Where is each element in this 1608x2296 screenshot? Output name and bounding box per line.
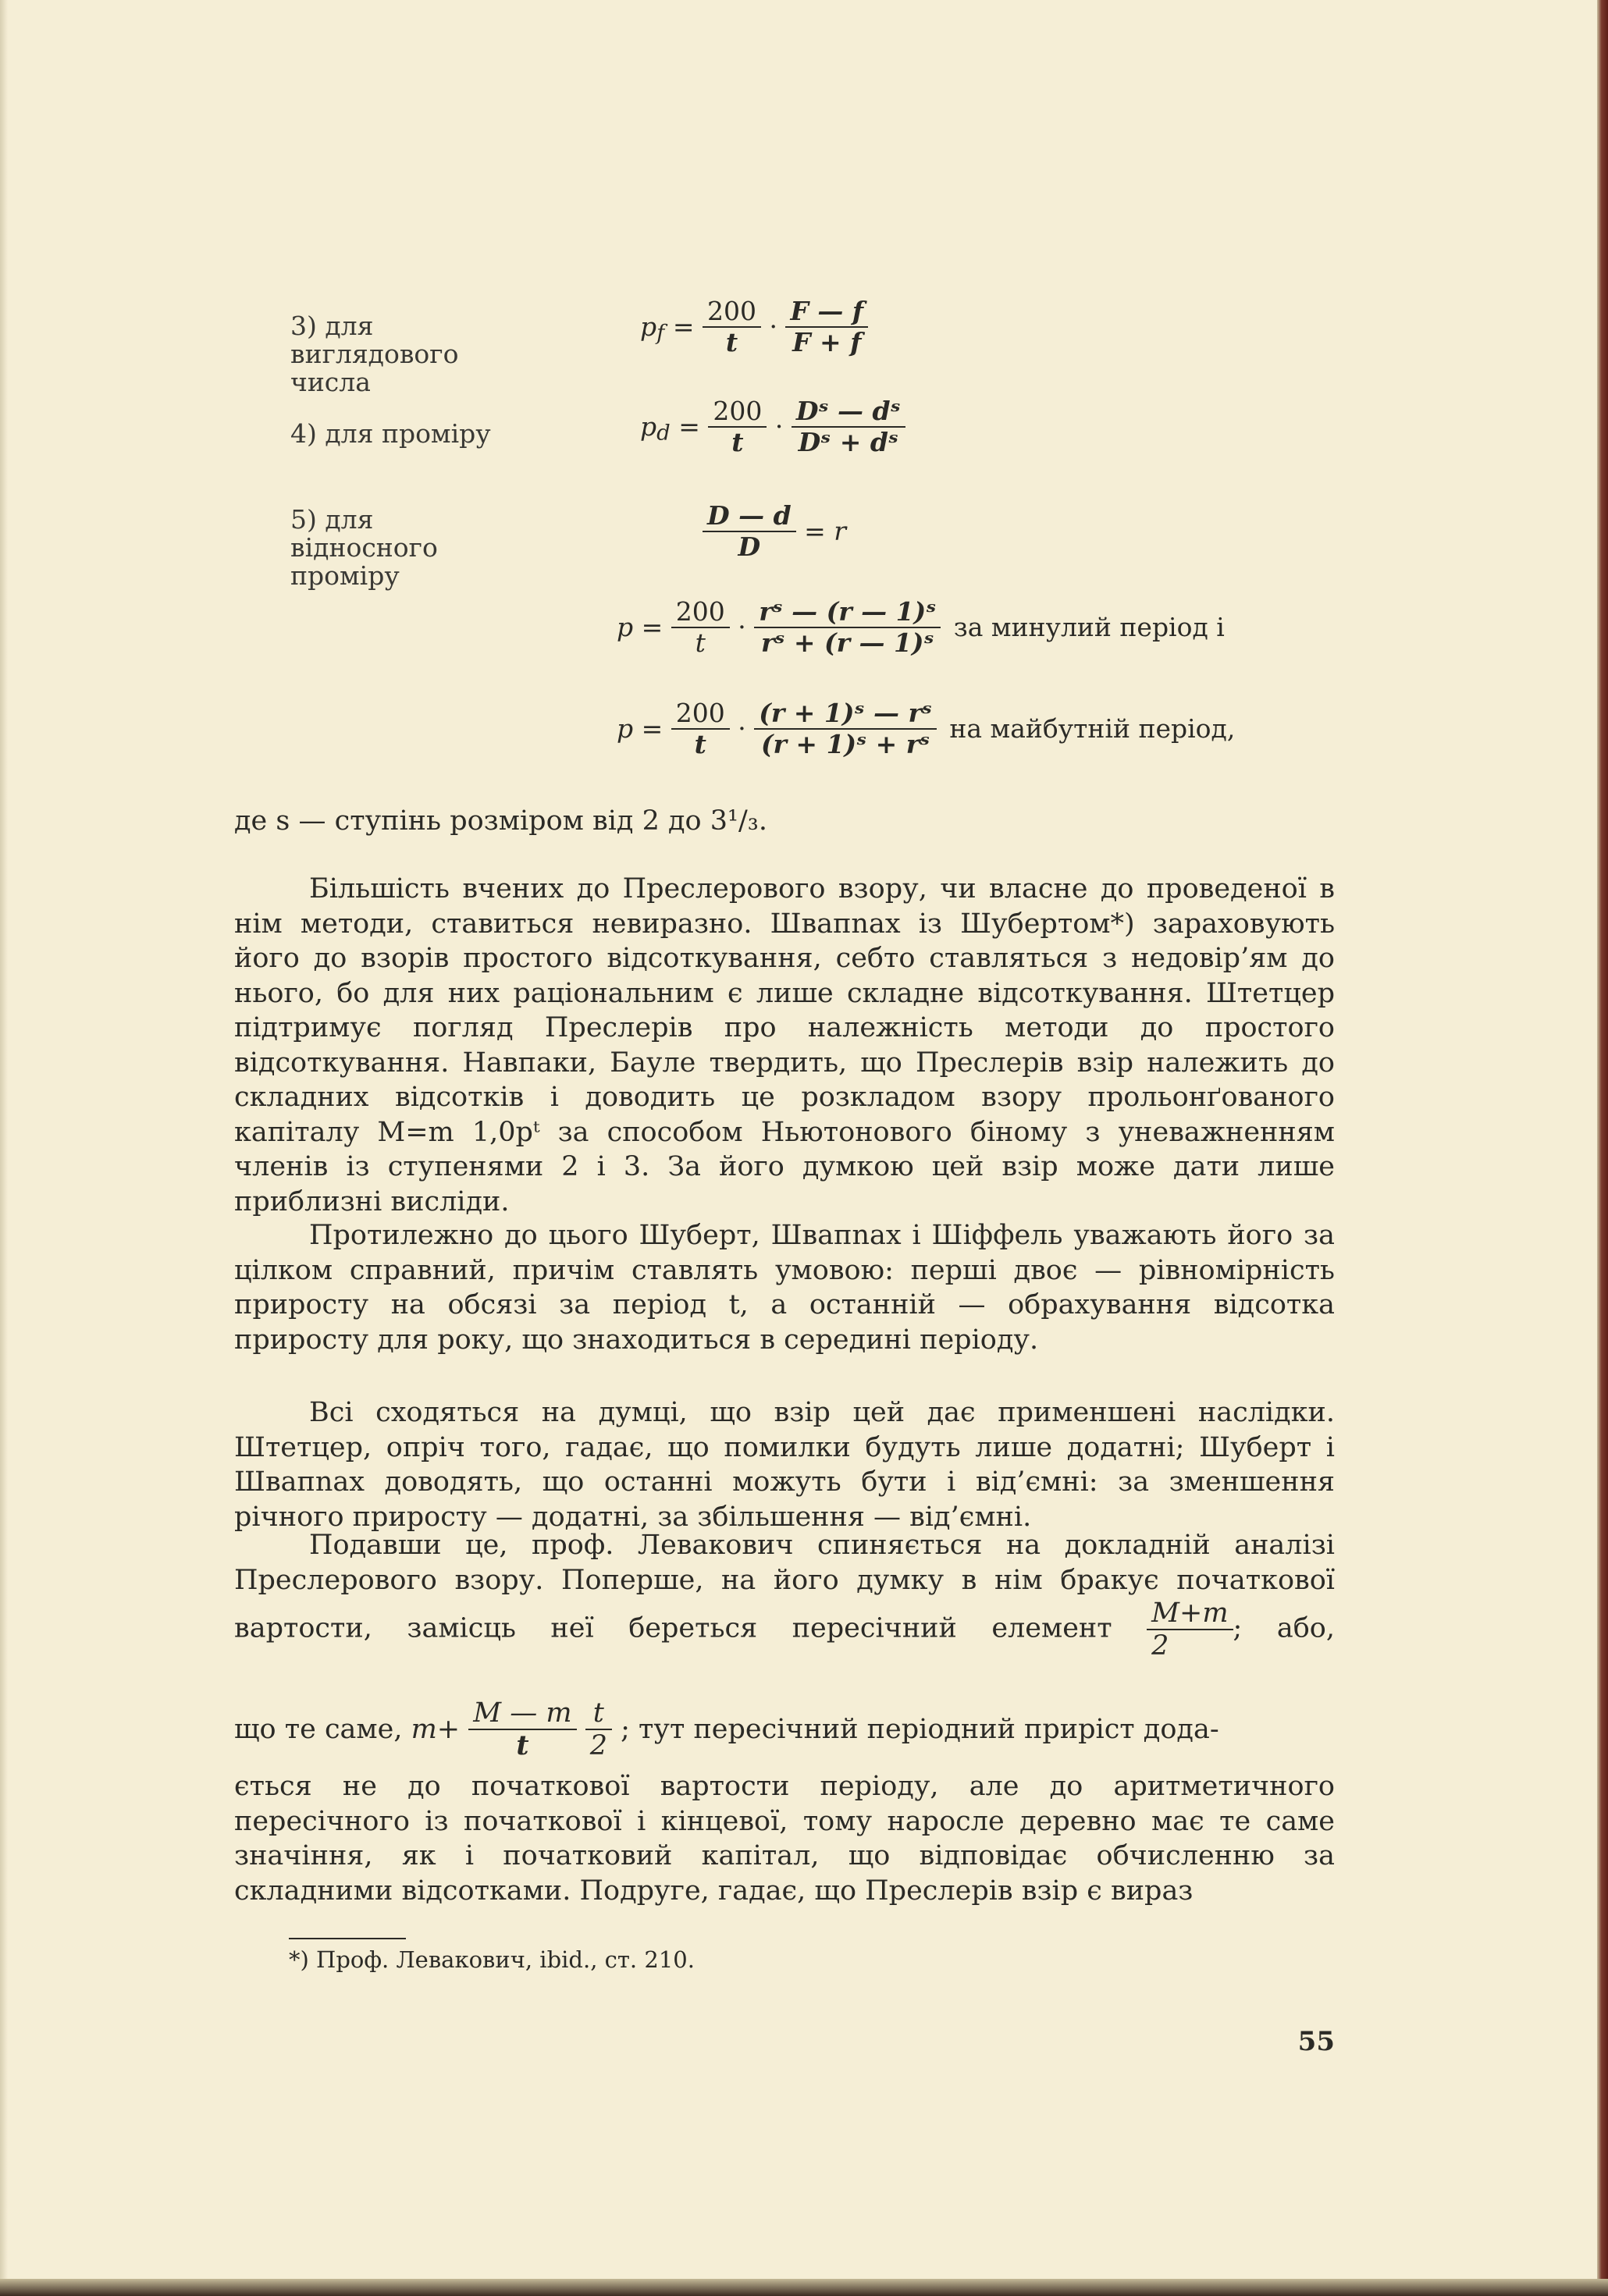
formula-7-coef: $\frac{200}{t}$: [671, 698, 730, 759]
paragraph-4-lead: Подавши це, проф. Левакович спиняється на докладній аналізі Преслерового взору. Поперше, на його думку в нім бракує початкової вартости, замісць неї береться пересічний елемент $\frac{M+m}{2}$ ; або,: [234, 1530, 1335, 1662]
formula-6-coef: $\frac{200}{t}$: [671, 597, 730, 658]
page-number: 55: [1297, 2026, 1335, 2057]
formula-3: $p_f$ = $\frac{200}{t}$ · $\frac{F — f}{F + f}$: [640, 297, 868, 357]
formula-3-label: 3) для виглядового числа: [290, 311, 459, 397]
page-edge-left: [0, 0, 8, 2296]
paragraph-4-formula-line: що те саме, m+ $\frac{M — m}{t}$ $\frac{t}{2}$ ; тут пересічний періодний приріст дода-: [234, 1697, 1219, 1761]
formula-6: p = $\frac{200}{t}$ · $\frac{\text{rˢ — (r — 1)ˢ}}{\text{rˢ + (r — 1)ˢ}}$ за минулий період і: [617, 596, 1225, 658]
formula-4: $p_d$ = $\frac{200}{t}$ · $\frac{\text{Dˢ — dˢ}}{\text{Dˢ + dˢ}}$: [640, 396, 905, 457]
formula-7-tail: на майбутній період,: [949, 713, 1236, 744]
formula-7-ratio: $\frac{\text{(r + 1)ˢ — rˢ}}{\text{(r + 1)ˢ + rˢ}}$: [754, 698, 937, 759]
paragraph-1: Більшість вчених до Преслерового взору, чи власне до проведеної в нім методи, ставиться невиразно. Швапnах із Шубертом*) зараховують його до взорів простого відсоткування, себто ставляться з недовір’ям до нього, бо для них раціональним є лише складне відсоткування. Штетцер підтримує погляд Преслерів про належність методи до простого відсоткування. Навпаки, Бауле твердить, що Преслерів взір належить до складних відсотків і доводить це розкладом взору прольонґованого капіталу M=m 1,0pᵗ за способом Ньютонового біному з уневажненням членів із ступенями 2 і 3. За його думкою цей взір може дати лише приблизні висліди.: [234, 873, 1335, 1217]
fraction-mean-element: $\frac{M+m}{2}$: [1147, 1598, 1233, 1662]
formula-6-ratio: $\frac{\text{rˢ — (r — 1)ˢ}}{\text{rˢ + (r — 1)ˢ}}$: [754, 597, 941, 658]
formula-4-ratio: $\frac{\text{Dˢ — dˢ}}{\text{Dˢ + dˢ}}$: [792, 396, 905, 457]
fraction-half-period: $\frac{t}{2}$: [585, 1697, 612, 1761]
formula-7: p = $\frac{200}{t}$ · $\frac{\text{(r + 1)ˢ — rˢ}}{\text{(r + 1)ˢ + rˢ}}$ на майбутній період,: [617, 698, 1236, 759]
page-edge-bottom: [0, 2279, 1608, 2296]
formula-4-label: 4) для проміру: [290, 418, 491, 449]
fraction-increment: $\frac{M — m}{t}$: [468, 1697, 576, 1761]
book-spine: [1597, 0, 1608, 2296]
formula-6-tail: за минулий період і: [953, 612, 1225, 642]
formula-note: де s — ступінь розміром від 2 до 3¹/₃.: [234, 805, 767, 837]
paragraph-4-rest: ється не до початкової вартости періоду, але до аритметичного пересічного із початкової і кінцевої, тому наросле деревно має те саме значіння, як і початковий капітал, що відповідає обчисленню за складними відсотками. Подруге, гадає, що Преслерів взір є вираз: [234, 1771, 1335, 1907]
formula-5-ratio: $\frac{D — d}{D}$: [703, 501, 796, 562]
paragraph-3: Всі сходяться на думці, що взір цей дає применшені наслідки. Штетцер, опріч того, гадає, що помилки будуть лише додатні; Шуберт і Швапnах доводять, що останні можуть бути і від’ємні: за зменшення річного приросту — додатні, за збільшення — від’ємні.: [234, 1397, 1335, 1533]
footnote-rule: [289, 1938, 406, 1939]
formula-3-coef: $\frac{200}{t}$: [703, 297, 761, 357]
formula-5: $\frac{D — d}{D}$ = r: [703, 501, 846, 562]
formula-3-ratio: $\frac{F — f}{F + f}$: [785, 297, 868, 357]
formula-5-label: 5) для відносного проміру: [290, 504, 438, 591]
footnote: *) Проф. Левакович, ibid., ст. 210.: [289, 1946, 695, 1973]
paragraph-2: Протилежно до цього Шуберт, Швапnах і Шіффель уважають його за цілком справний, причім ставлять умовою: перші двоє — рівномірність приросту на обсязі за період t, а останній — обрахування відсотка приросту для року, що знаходиться в середині періоду.: [234, 1220, 1335, 1356]
formula-4-coef: $\frac{200}{t}$: [708, 396, 767, 457]
